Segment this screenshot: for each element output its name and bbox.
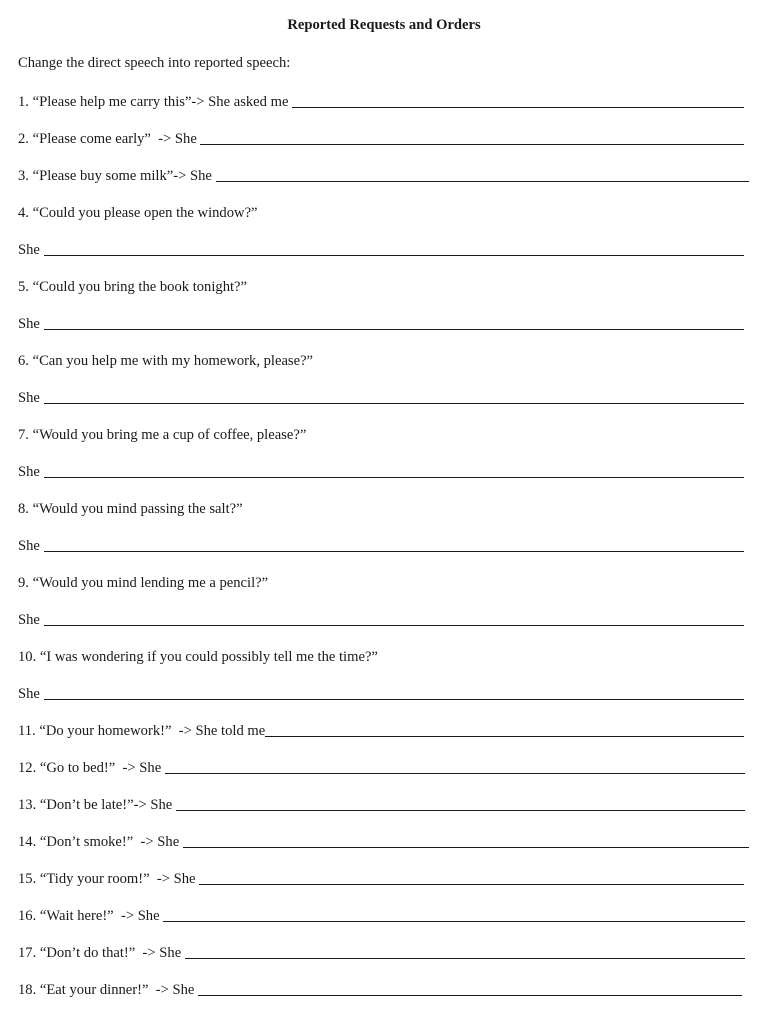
exercise-line xyxy=(18,497,243,517)
exercise-text: She xyxy=(18,390,44,407)
exercise-line xyxy=(18,793,745,813)
exercise-line xyxy=(18,312,744,332)
exercise-text: She xyxy=(18,686,44,703)
answer-blank[interactable] xyxy=(176,810,745,811)
exercise-line xyxy=(18,719,744,739)
exercise-text: 1. “Please help me carry this”-> She asked me xyxy=(18,94,293,111)
exercise-line xyxy=(18,127,744,147)
exercise-text: 14. “Don’t smoke!” -> She xyxy=(18,834,183,851)
answer-blank[interactable] xyxy=(44,477,744,478)
answer-blank[interactable] xyxy=(44,699,744,700)
exercise-text: 6. “Can you help me with my homework, please?” xyxy=(18,353,314,370)
exercise-line xyxy=(18,275,247,295)
exercise-line xyxy=(18,978,742,998)
exercise-text: She xyxy=(18,538,44,555)
instructions: Change the direct speech into reported speech: xyxy=(18,55,291,71)
exercise-line xyxy=(18,904,745,924)
exercise-text: 16. “Wait here!” -> She xyxy=(18,908,164,925)
answer-blank[interactable] xyxy=(163,921,745,922)
answer-blank[interactable] xyxy=(292,107,744,108)
page-title: Reported Requests and Orders xyxy=(287,17,481,33)
exercise-text: 15. “Tidy your room!” -> She xyxy=(18,871,200,888)
exercise-line xyxy=(18,238,744,258)
answer-blank[interactable] xyxy=(216,181,749,182)
answer-blank[interactable] xyxy=(44,255,744,256)
exercise-text: 8. “Would you mind passing the salt?” xyxy=(18,501,243,518)
answer-blank[interactable] xyxy=(199,884,744,885)
answer-blank[interactable] xyxy=(44,329,744,330)
exercise-text: 4. “Could you please open the window?” xyxy=(18,205,258,222)
answer-blank[interactable] xyxy=(183,847,749,848)
answer-blank[interactable] xyxy=(198,995,742,996)
exercise-line xyxy=(18,571,268,591)
exercise-text: 3. “Please buy some milk”-> She xyxy=(18,168,216,185)
exercise-text: 2. “Please come early” -> She xyxy=(18,131,201,148)
exercise-line xyxy=(18,645,378,665)
answer-blank[interactable] xyxy=(44,403,744,404)
exercise-text: She xyxy=(18,242,44,259)
answer-blank[interactable] xyxy=(165,773,745,774)
exercise-line xyxy=(18,756,745,776)
exercise-line xyxy=(18,460,744,480)
exercise-line xyxy=(18,90,744,110)
exercise-line xyxy=(18,682,744,702)
exercise-text: 5. “Could you bring the book tonight?” xyxy=(18,279,248,296)
answer-blank[interactable] xyxy=(44,625,744,626)
exercise-line xyxy=(18,164,749,184)
answer-blank[interactable] xyxy=(44,551,744,552)
answer-blank[interactable] xyxy=(185,958,745,959)
exercise-line xyxy=(18,830,749,850)
exercise-line xyxy=(18,941,745,961)
exercise-line xyxy=(18,423,306,443)
exercise-line xyxy=(18,201,258,221)
exercise-text: 7. “Would you bring me a cup of coffee, please?” xyxy=(18,427,307,444)
exercise-text: 12. “Go to bed!” -> She xyxy=(18,760,165,777)
exercise-text: 9. “Would you mind lending me a pencil?” xyxy=(18,575,269,592)
exercise-text: She xyxy=(18,612,44,629)
exercise-line xyxy=(18,867,744,887)
exercise-text: She xyxy=(18,316,44,333)
exercise-text: She xyxy=(18,464,44,481)
answer-blank[interactable] xyxy=(265,736,744,737)
exercise-text: 13. “Don’t be late!”-> She xyxy=(18,797,176,814)
exercise-text: 17. “Don’t do that!” -> She xyxy=(18,945,185,962)
exercise-line xyxy=(18,349,313,369)
exercise-line xyxy=(18,534,744,554)
exercise-text: 11. “Do your homework!” -> She told me xyxy=(18,723,266,740)
answer-blank[interactable] xyxy=(200,144,744,145)
exercise-text: 10. “I was wondering if you could possibly tell me the time?” xyxy=(18,649,378,666)
exercise-text: 18. “Eat your dinner!” -> She xyxy=(18,982,199,999)
exercise-line xyxy=(18,608,744,628)
exercise-line xyxy=(18,386,744,406)
